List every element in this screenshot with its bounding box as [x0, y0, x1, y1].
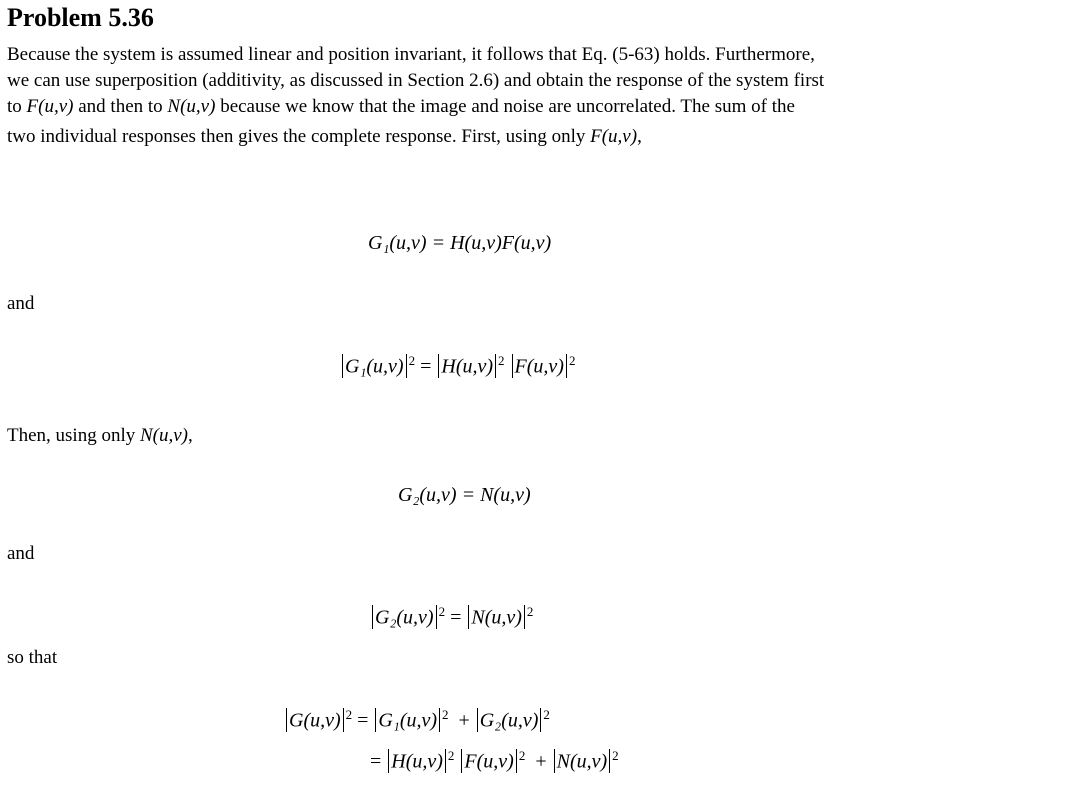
exp: 2 [345, 707, 353, 722]
and-label-2: and [7, 543, 35, 564]
n: N(u,v) [556, 750, 608, 773]
math-N: N(u,v) [167, 96, 216, 117]
g1: G₁(u,v) [345, 355, 404, 378]
para-line-3 [7, 94, 1047, 120]
n: N(u,v) [471, 606, 522, 629]
plus: + [535, 750, 547, 773]
h: H(u,v) [391, 750, 443, 773]
math-F: F(u,v) [26, 96, 74, 117]
text: , [637, 126, 642, 147]
g: G(u,v) [289, 709, 341, 732]
text: Then, using only [7, 425, 140, 446]
text: because we know that the image and noise are uncorrelated. The sum of the [215, 96, 795, 117]
math-N: N(u,v) [140, 425, 189, 446]
equation-5-line-2 [370, 748, 619, 774]
exp: 2 [612, 748, 619, 763]
g2: G₂(u,v) [375, 606, 434, 629]
equals: = [357, 709, 369, 732]
text: and then to [73, 96, 168, 117]
g2: G₂(u,v) [479, 709, 539, 732]
equals: = [370, 750, 382, 773]
and-label-1: and [7, 293, 35, 314]
then-line [7, 425, 193, 447]
equation-1: G₁(u,v) = H(u,v)F(u,v) [368, 232, 552, 254]
h: H(u,v) [441, 355, 494, 378]
equation-2: G₁(u,v) $^2$ = H(u,v) $^2$ F(u,v) $^2$ [340, 353, 575, 379]
para-line-1: Because the system is assumed linear and position invariant, it follows that Eq. (5-63) holds. Furthermore, [7, 44, 815, 65]
f: F(u,v) [514, 355, 564, 378]
exp: 2 [568, 353, 576, 368]
equation-5-line-1 [284, 707, 550, 733]
para-line-2: we can use superposition (additivity, as discussed in Section 2.6) and obtain the response of the system first [7, 70, 825, 91]
exp: 2 [408, 353, 416, 368]
g1: G₁(u,v) [378, 709, 438, 732]
plus: + [458, 709, 470, 732]
text: two individual responses then gives the complete response. First, using only [7, 126, 591, 147]
equation-3: G₂(u,v) = N(u,v) [398, 484, 531, 506]
text: to [7, 96, 27, 117]
so-that-label: so that [7, 647, 58, 668]
para-line-4 [7, 124, 1047, 150]
exp: 2 [518, 748, 526, 763]
math-F: F(u,v) [590, 126, 638, 147]
exp: 2 [498, 353, 505, 368]
exp: 2 [438, 604, 446, 619]
exp: 2 [447, 748, 455, 763]
f: F(u,v) [464, 750, 514, 773]
exp: 2 [526, 604, 534, 619]
intro-paragraph [7, 42, 1047, 150]
exp: 2 [543, 707, 550, 722]
exp: 2 [442, 707, 449, 722]
equation-4: G₂(u,v) $^2$ = N(u,v) $^2$ [370, 604, 533, 630]
text: , [188, 425, 193, 446]
problem-title: Problem 5.36 [7, 3, 154, 32]
